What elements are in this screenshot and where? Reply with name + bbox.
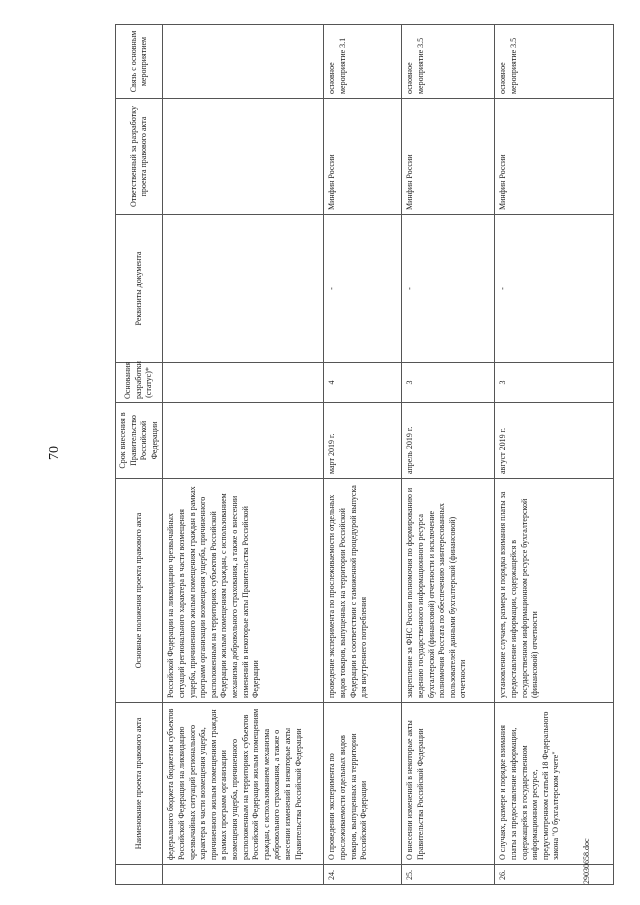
table-row xyxy=(402,25,495,885)
header-basis: Основания разработки (статус)* xyxy=(116,363,163,403)
page-number: 70 xyxy=(47,446,62,460)
row-requisites: - xyxy=(495,215,614,363)
header-number xyxy=(116,865,163,885)
table-row xyxy=(495,25,614,885)
table-row xyxy=(163,25,324,885)
row-provisions: проведение эксперимента по прослеживаемости отдельных видов товаров, выпущенных на территории Российской Федерации в соответствии с таможенной процедурой выпуска для внутреннего потребления xyxy=(324,479,402,703)
table-header-row xyxy=(116,25,163,885)
header-act-name: Наименование проекта правового акта xyxy=(116,703,163,865)
row-link: основное мероприятие 3.5 xyxy=(402,25,495,99)
row-deadline xyxy=(163,403,324,479)
row-act-name: О внесении изменений в некоторые акты Правительства Российской Федерации xyxy=(402,703,495,865)
row-link: основное мероприятие 3.1 xyxy=(324,25,402,99)
row-requisites: - xyxy=(402,215,495,363)
row-responsible: Минфин России xyxy=(324,99,402,215)
header-requisites: Реквизиты документа xyxy=(116,215,163,363)
row-deadline: апрель 2019 г. xyxy=(402,403,495,479)
row-basis xyxy=(163,363,324,403)
row-link: основное мероприятие 3.5 xyxy=(495,25,614,99)
row-provisions: закрепление за ФНС России полномочия по формированию и ведению государственного информационного ресурса бухгалтерской (финансовой) отчетности и исключение полномочия Росстата по обеспечению заинтересованных пользователей данными бухгалтерской (финансовой) отчетности xyxy=(402,479,495,703)
row-responsible: Минфин России xyxy=(495,99,614,215)
row-provisions: установление случаев, размера и порядка взимания платы за предоставление информации, содержащейся в государственном информационном ресурсе бухгалтерской (финансовой) отчетности xyxy=(495,479,614,703)
header-responsible: Ответственный за разработку проекта правового акта xyxy=(116,99,163,215)
row-number: 26. xyxy=(495,865,614,885)
row-act-name: О проведении эксперимента по прослеживаемости отдельных видов товаров, выпущенных на территории Российской Федерации xyxy=(324,703,402,865)
row-act-name: федерального бюджета бюджетам субъектов Российской Федерации на ликвидацию чрезвычайных ситуаций регионального характера в части возмещения ущерба, причиненного жилым помещениям граждан в рамках программ организации возмещения ущерба, причиненного расположенным на территориях субъектов Российской Федерации жилым помещениям граждан, с использованием механизма добровольного страхования, а также о внесении изменений в некоторые акты Правительства Российской Федерации xyxy=(163,703,324,865)
row-act-name: О случаях, размере и порядке взимания платы за предоставление информации, содержащейся в государственном информационном ресурсе, предусмотренном статьей 18 Федерального закона "О бухгалтерском учете" xyxy=(495,703,614,865)
row-deadline: август 2019 г. xyxy=(495,403,614,479)
header-link: Связь с основным мероприятием xyxy=(116,25,163,99)
row-deadline: март 2019 г. xyxy=(324,403,402,479)
row-basis: 4 xyxy=(324,363,402,403)
row-number: 25. xyxy=(402,865,495,885)
row-responsible: Минфин России xyxy=(402,99,495,215)
plan-table xyxy=(115,24,614,885)
header-provisions: Основные положения проекта правового акта xyxy=(116,479,163,703)
row-provisions: Российской Федерации на ликвидацию чрезвычайных ситуаций регионального характера в части возмещения ущерба, причиненного жилым помещениям граждан в рамках программ организации возмещения ущерба, причиненного расположенным на территориях субъектов Российской Федерации жилым помещениям граждан, с использованием механизма добровольного страхования, а также о внесении изменений в некоторые акты Правительства Российской Федерации xyxy=(163,479,324,703)
row-basis: 3 xyxy=(495,363,614,403)
header-deadline: Срок внесения в Правительство Российской Федерации xyxy=(116,403,163,479)
row-requisites: - xyxy=(324,215,402,363)
row-requisites xyxy=(163,215,324,363)
row-link xyxy=(163,25,324,99)
row-basis: 3 xyxy=(402,363,495,403)
table-row xyxy=(324,25,402,885)
row-number xyxy=(163,865,324,885)
row-responsible xyxy=(163,99,324,215)
row-number: 24. xyxy=(324,865,402,885)
rotated-table-wrapper xyxy=(115,25,610,885)
document-file-id: 29030658.doc xyxy=(582,838,591,884)
